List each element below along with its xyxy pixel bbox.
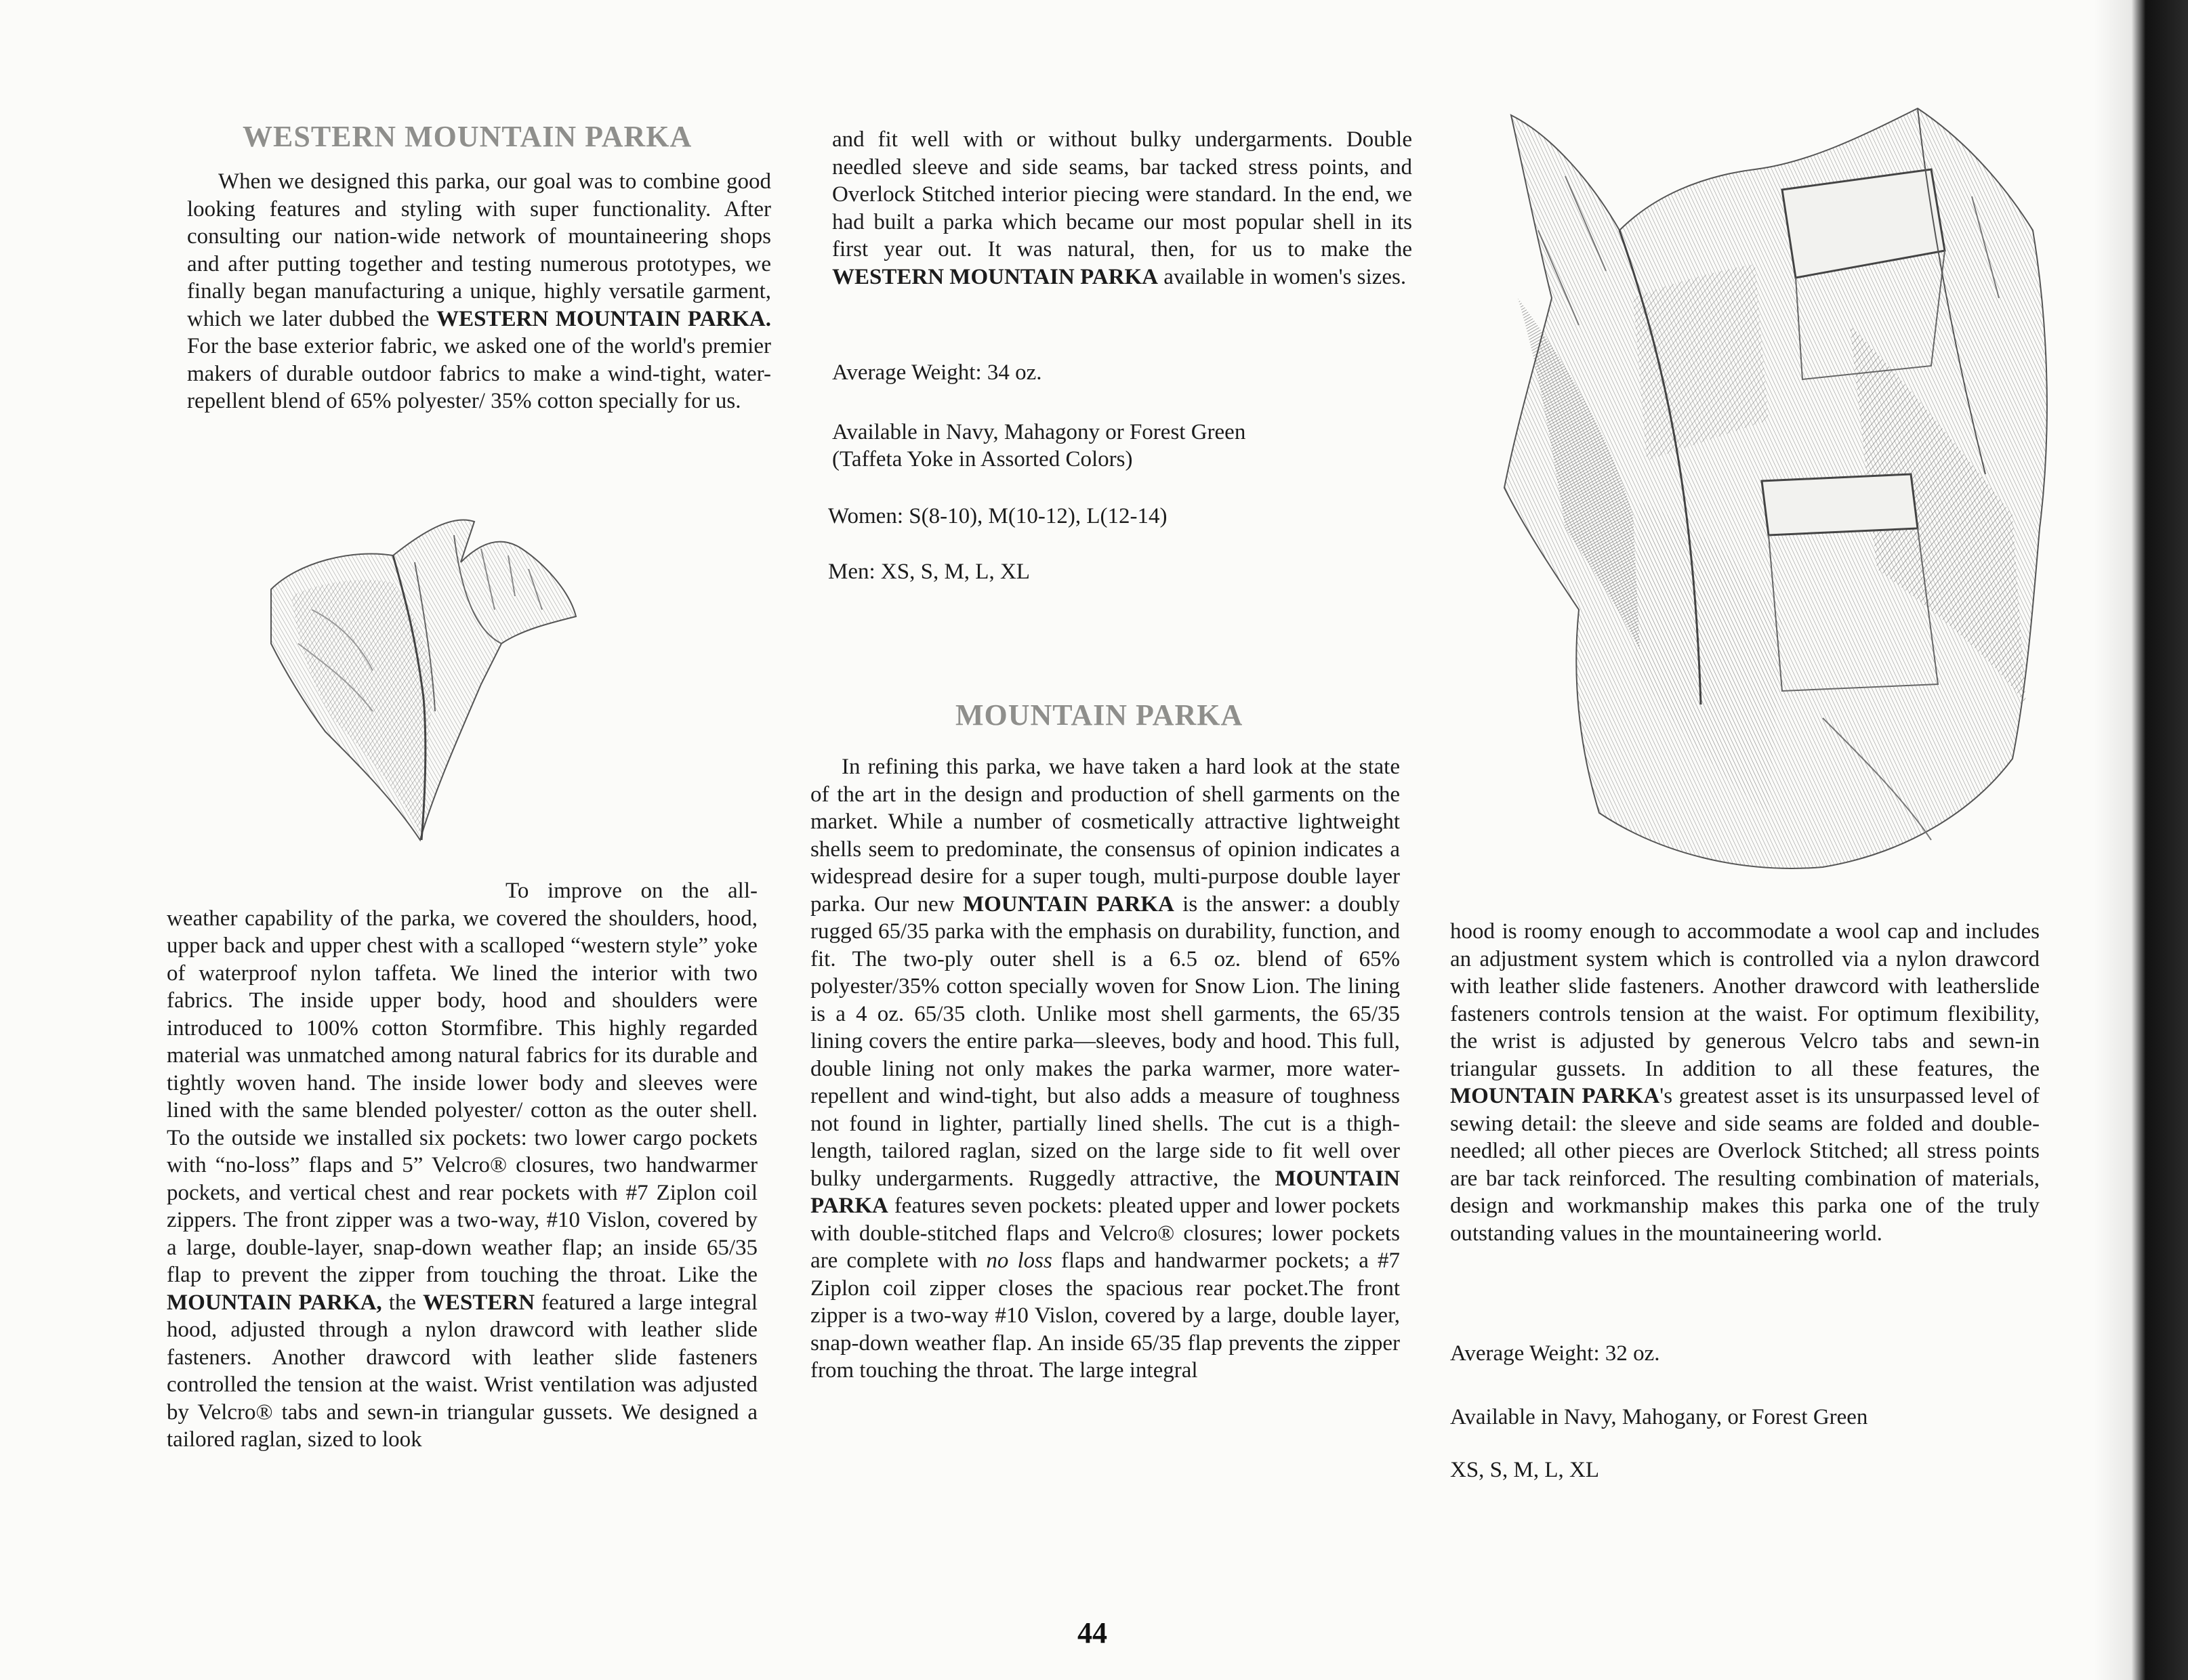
mountain-parka-heading: MOUNTAIN PARKA bbox=[955, 698, 1243, 732]
western-weight: Average Weight: 34 oz. bbox=[832, 360, 1042, 385]
western-colors-line-1: Available in Navy, Mahagony or Forest Green bbox=[832, 420, 1246, 444]
western-cont-text-1: and fit well with or without bulky undergarments. Double needled sleeve and side seams, bar tacked stress points, and Overlock Stitched interior piecing were standard. In the end, we had built a parka which became our most popular shell in its first year out. It was natural, then, for us to make the bbox=[832, 127, 1412, 261]
western-intro-text-1: When we designed this parka, our goal was to combine good looking features and styling with super functionality. After consulting our nation-wide network of mountaineering shops and after putting together and testing numerous prototypes, we finally began manufacturing a unique, highly versatile garment, which we later dubbed the bbox=[187, 169, 771, 331]
mountain-text-1: In refining this parka, we have taken a hard look at the state of the art in the design and production of shell garments on the market. While a number of cosmetically attractive lightweight shells seem to predominate, the consensus of opinion indicates a widespread desire for a super tough, multi-purpose double layer parka. Our new bbox=[810, 755, 1400, 917]
mountain-sizes: XS, S, M, L, XL bbox=[1450, 1458, 1600, 1482]
western-cont-text-2: available in women's sizes. bbox=[1157, 264, 1407, 289]
western-sizes-men: Men: XS, S, M, L, XL bbox=[828, 560, 1030, 584]
western-parka-sketch bbox=[257, 508, 583, 847]
western-intro-paragraph bbox=[187, 168, 771, 415]
western-intro-bold-name: WESTERN MOUNTAIN PARKA. bbox=[436, 306, 772, 331]
western-body-bold-1: MOUNTAIN PARKA, bbox=[167, 1290, 382, 1315]
mountain-cont-bold: MOUNTAIN PARKA bbox=[1450, 1084, 1660, 1108]
western-sizes-women: Women: S(8-10), M(10-12), L(12-14) bbox=[828, 504, 1168, 528]
western-parka-heading: WESTERN MOUNTAIN PARKA bbox=[243, 120, 693, 153]
mountain-colors: Available in Navy, Mahogany, or Forest Green bbox=[1450, 1405, 1868, 1429]
page-number: 44 bbox=[1077, 1616, 1107, 1650]
western-body-bold-2: WESTERN bbox=[423, 1290, 535, 1315]
mountain-italic-no-loss: no loss bbox=[986, 1248, 1052, 1273]
western-continued-paragraph bbox=[832, 126, 1412, 291]
western-body-text-1: To improve on the all-weather capability of the parka, we covered the shoulders, hood, upper back and upper chest with a scalloped “western style” yoke of waterproof nylon taffeta. We lined the interior with two fabrics. The inside upper body, hood and shoulders were introduced to 100% cotton Stormfibre. This highly regarded material was unmatched among natural fabrics for its durable and tightly woven hand. The inside lower body and sleeves were lined with the same blended polyester/ cotton as the outer shell. To the outside we installed six pockets: two lower cargo pockets with “no-loss” flaps and 5” Velcro® closures, two handwarmer pockets, and vertical chest and rear pockets with #7 Ziplon coil zippers. The front zipper was a two-way, #10 Vislon, covered by a large, double-layer, snap-down weather flap; an inside 65/35 flap to prevent the zipper from touching the throat. Like the bbox=[167, 879, 758, 1287]
mountain-weight: Average Weight: 32 oz. bbox=[1450, 1341, 1660, 1366]
western-body-text-3: featured a large integral hood, adjusted through a nylon drawcord with leather slide fasteners. Another drawcord with leather slide fasteners controlled the tension at the waist. Wrist ventilation was adjusted by Velcro® tabs and sewn-in triangular gussets. We designed a tailored raglan, sized to look bbox=[167, 1290, 758, 1452]
mountain-parka-sketch bbox=[1498, 95, 2060, 894]
mountain-bold-2: MOUNTAIN PARKA bbox=[810, 1166, 1400, 1218]
western-intro-text-2: For the base exterior fabric, we asked one of the world's premier makers of durable outdoor fabrics to make a wind-tight, water-repellent blend of 65% polyester/ 35% cotton specially for us. bbox=[187, 334, 771, 413]
western-body-paragraph bbox=[167, 877, 758, 1454]
mountain-text-2: is the answer: a doubly rugged 65/35 parka with the emphasis on durability, function, and fit. The two-ply outer shell is a 6.5 oz. blend of 65% polyester/35% cotton specially woven for Snow Lion. The lining is a 4 oz. 65/35 cloth. Unlike most shell garments, the 65/35 lining covers the entire parka—sleeves, body and hood. This full, double lining not only makes the parka warmer, more water-repellent and wind-tight, but also adds a measure of toughness not found in lighter, partially lined shells. The cut is a thigh-length, tailored raglan, sized on the large side to fit well over bulky undergarments. Ruggedly attractive, the bbox=[810, 891, 1400, 1191]
western-body-text-2: the bbox=[381, 1290, 424, 1315]
western-cont-bold: WESTERN MOUNTAIN PARKA bbox=[832, 264, 1158, 289]
page-edge-shadow bbox=[2094, 0, 2188, 1680]
mountain-parka-paragraph bbox=[810, 753, 1400, 1385]
mountain-text-4: flaps and handwarmer pockets; a #7 Ziplon coil zipper closes the spacious rear pocket.The front zipper is a two-way #10 Vislon, covered by a large, double layer, snap-down weather flap. An inside 65/35 flap prevents the zipper from touching the throat. The large integral bbox=[810, 1248, 1400, 1383]
mountain-cont-text-2: 's greatest asset is its unsurpassed level of sewing detail: the sleeve and side seams are folded and double-needled; all other pieces are Overlock Stitched; all stress points are bar tack reinforced. The resulting combination of materials, design and workmanship makes this parka one of the truly outstanding values in the mountaineering world. bbox=[1450, 1084, 2040, 1246]
mountain-continued-paragraph bbox=[1450, 918, 2040, 1247]
mountain-bold-1: MOUNTAIN PARKA bbox=[962, 891, 1174, 917]
mountain-cont-text-1: hood is roomy enough to accommodate a wool cap and includes an adjustment system which is controlled via a nylon drawcord with leather slide fasteners. Another drawcord with leatherslide fasteners controls tension at the waist. For optimum flexibility, the wrist is adjusted by generous Velcro tabs and sewn-in triangular gussets. In addition to all these features, the bbox=[1450, 919, 2040, 1081]
mountain-text-3: features seven pockets: pleated upper and lower pockets with double-stitched flaps and Velcro® closures; lower pockets are complete with bbox=[810, 1194, 1400, 1273]
western-colors-line-2: (Taffeta Yoke in Assorted Colors) bbox=[832, 447, 1133, 471]
